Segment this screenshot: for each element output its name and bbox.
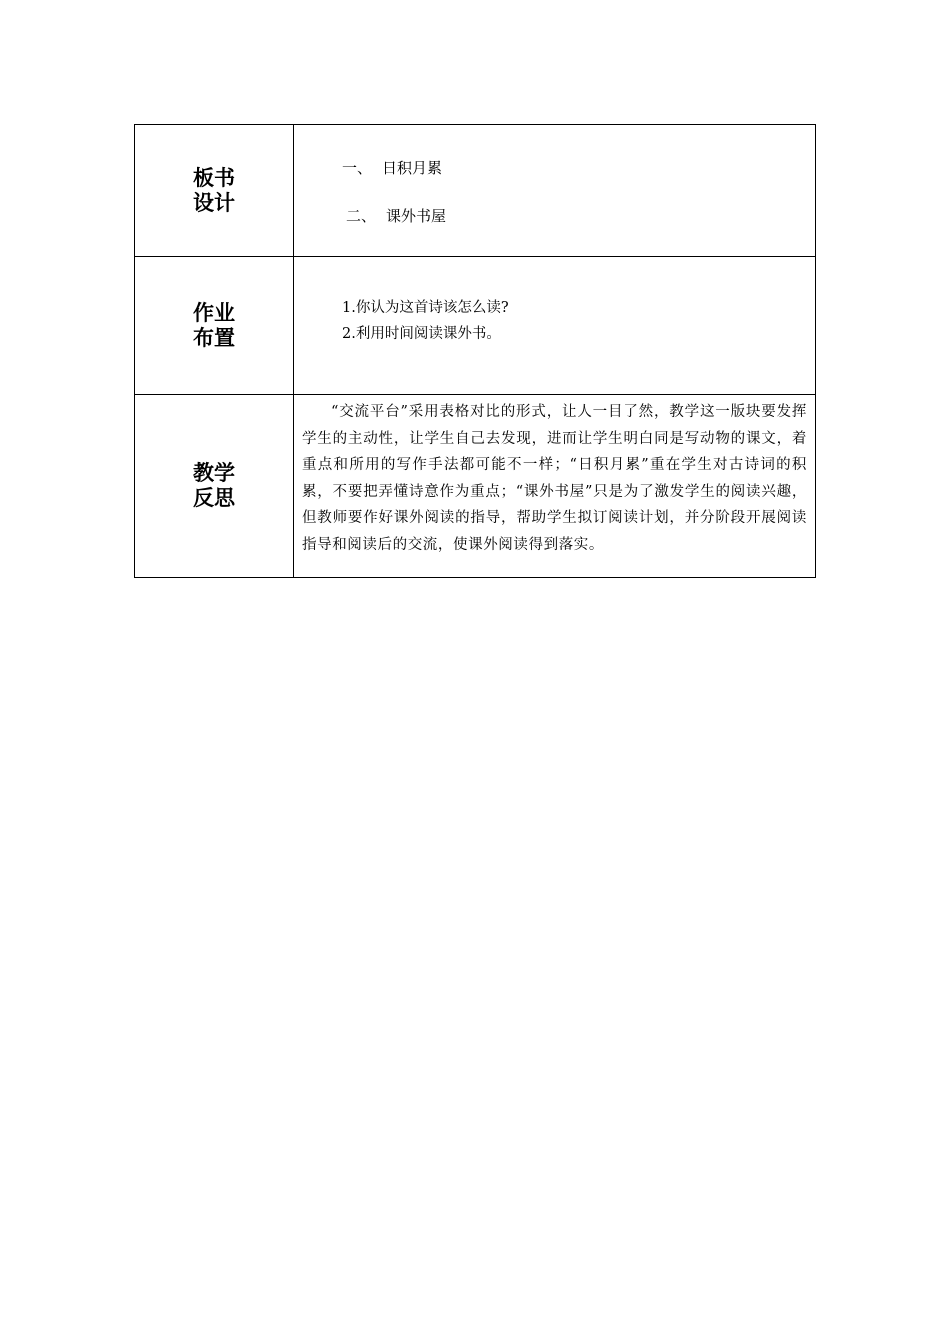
heading-line: 设计	[193, 190, 235, 215]
heading-line: 布置	[193, 325, 235, 350]
reflection-paragraph: “交流平台”采用表格对比的形式，让人一目了然，教学这一版块要发挥学生的主动性，让学生自己去发现，进而让学生明白同是写动物的课文，着重点和所用的写作手法都可能不一样；“日积月累”重在学生对古诗词的积累，不要把弄懂诗意作为重点；“课外书屋”只是为了激发学生的阅读兴趣，但教师要作好课外阅读的指导，帮助学生拟订阅读计划，并分阶段开展阅读指导和阅读后的交流，使课外阅读得到落实。	[302, 404, 807, 553]
board-item	[342, 157, 815, 181]
heading-line: 教学	[193, 461, 235, 485]
board-item-text: 日积月累	[382, 159, 443, 177]
table-row-homework	[135, 257, 816, 395]
board-item-text: 课外书屋	[386, 207, 447, 225]
row-heading-reflection	[135, 395, 294, 578]
heading-line: 反思	[193, 486, 235, 510]
board-design-content	[294, 125, 816, 257]
row-heading-board-design	[135, 125, 294, 257]
homework-item: 2.利用时间阅读课外书。	[342, 326, 501, 342]
board-item-number: 二、	[346, 207, 377, 225]
board-item-number: 一、	[342, 159, 373, 177]
lesson-plan-sheet	[134, 124, 816, 578]
table-row-reflection	[135, 395, 816, 578]
homework-content	[294, 257, 816, 395]
table-row-board-design	[135, 125, 816, 257]
row-heading-homework	[135, 257, 294, 395]
lesson-plan-table	[134, 124, 816, 578]
heading-line: 作业	[193, 300, 235, 325]
heading-line: 板书	[193, 165, 235, 190]
reflection-content	[294, 395, 816, 578]
board-item	[346, 205, 815, 229]
homework-item: 1.你认为这首诗该怎么读?	[342, 300, 509, 316]
